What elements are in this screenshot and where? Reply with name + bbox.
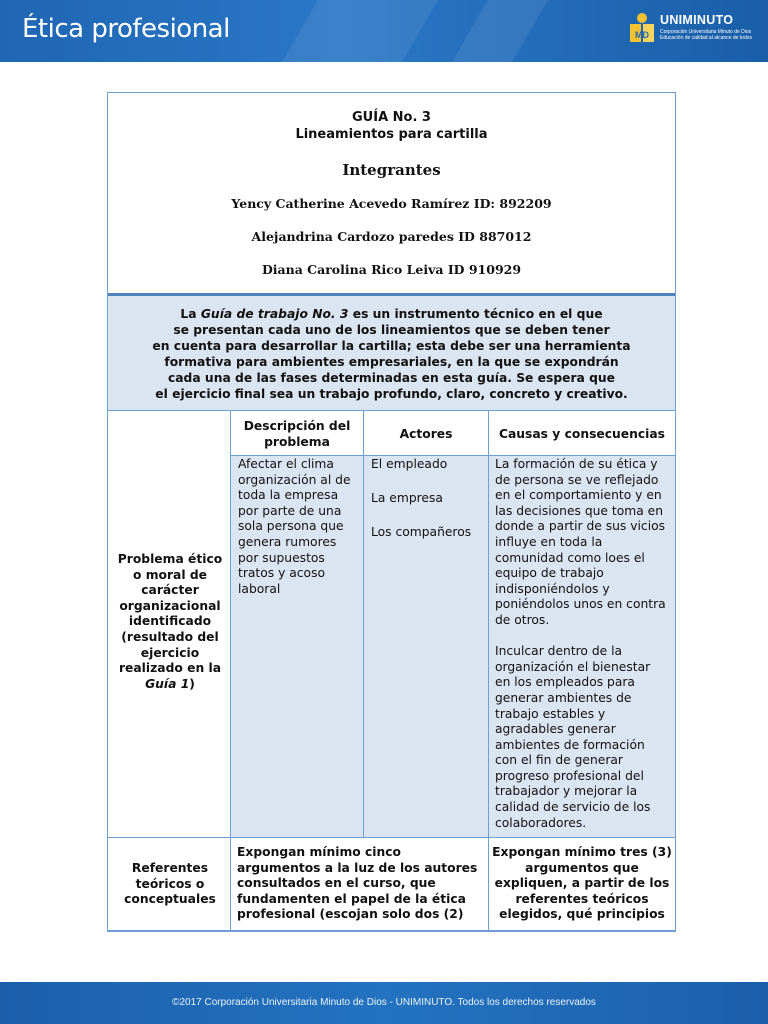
description-line: formativa para ambientes empresariales, en la que se expondrán (164, 355, 619, 369)
column-header-causes: Causas y consecuencias (498, 426, 665, 441)
description-line (108, 306, 675, 322)
row-label-references: Referentes teóricos o conceptuales (124, 861, 216, 907)
member-name: Diana Carolina Rico Leiva ID 910929 (261, 262, 522, 277)
arguments-instructions: Expongan mínimo tres (3) argumentos que expliquen, a partir de los referentes teóricos elegidos, qué principios (492, 845, 672, 922)
column-header-description: Descripción del problema (243, 418, 351, 449)
guide-document (107, 92, 676, 932)
logo-subtitle (660, 29, 752, 41)
description-line: cada una de las fases determinadas en esta guía. Se espera que (167, 371, 616, 385)
column-header-actors: Actores (399, 426, 453, 441)
logo-subtitle-line: Educación de calidad al alcance de todos (660, 35, 753, 41)
problem-description: Afectar el clima organización al de toda la empresa por parte de una sola persona que genera rumores por supuestos tratos y acoso laboral (238, 457, 351, 596)
description-line: el ejercicio final sea un trabajo profundo, claro, concreto y creativo. (155, 387, 628, 401)
uniminuto-logo (628, 12, 753, 48)
description-text: La (180, 307, 201, 321)
guide-title: GUÍA No. 3 (352, 110, 431, 125)
page-footer (0, 982, 768, 1024)
row-label-problem (112, 552, 228, 692)
header-decoration (282, 0, 438, 62)
member-name: Alejandrina Cardozo paredes ID 887012 (251, 229, 532, 244)
header-title: Ética profesional (22, 14, 230, 44)
table-divider (108, 837, 675, 838)
actor-item: La empresa (371, 490, 443, 505)
copyright-notice: ©2017 Corporación Universitaria Minuto de Dios - UNIMINUTO. Todos los derechos reservados (172, 997, 596, 1008)
logo-mark-text: MD (635, 30, 649, 40)
actor-item: El empleado (371, 457, 448, 471)
guide-subtitle: Lineamientos para cartilla (295, 127, 488, 142)
header-decoration (452, 0, 548, 62)
logo-name: UNIMINUTO (660, 13, 734, 27)
member-name: Yency Catherine Acevedo Ramírez ID: 892209 (231, 196, 552, 211)
row-label-text: Problema ético o moral de carácter organizacional identificado (resultado del ejercicio realizado en la (117, 552, 223, 676)
guide-heading (108, 109, 675, 143)
actor-item: Los compañeros (371, 524, 472, 539)
guide-description (108, 293, 675, 411)
members-heading: Integrantes (342, 161, 441, 179)
consequences-paragraph: Inculcar dentro de la organización el bienestar en los empleados para generar ambientes de trabajo estables y agradables generar ambientes de formación con el fin de generar progreso profesional del trabajador y mejorar la calidad de servicio de los colaboradores. (495, 644, 651, 830)
description-guide-reference: Guía de trabajo No. 3 (200, 307, 349, 321)
causes-consequences (489, 455, 675, 833)
description-text: es un instrumento técnico en el que (348, 307, 603, 321)
description-line: en cuenta para desarrollar la cartilla; esta debe ser una herramienta (152, 339, 631, 353)
causes-paragraph: La formación de su ética y de persona se ve reflejado en el comportamiento y en las decisiones que toma en donde a partir de sus vicios influye en toda la comunidad como loes el equipo de trabajo indisponiéndolos y poniéndolos unos en contra de otros. (495, 457, 666, 627)
page-header (0, 0, 768, 62)
guide-intro (108, 93, 675, 293)
uniminuto-logo-icon (628, 12, 656, 46)
paragraph-spacer (495, 629, 669, 645)
row-label-guide-reference: Guía 1 (145, 676, 190, 691)
row-label-text: ) (189, 676, 195, 691)
references-instructions: Expongan mínimo cinco argumentos a la luz de los autores consultados en el curso, que fundamenten el papel de la ética profesional (escojan solo dos (2) (237, 845, 478, 922)
description-line: se presentan cada uno de los lineamientos que se deben tener (173, 323, 610, 337)
actors-list (365, 455, 489, 561)
logo-subtitle-line: Corporación Universitaria Minuto de Dios (660, 29, 752, 35)
